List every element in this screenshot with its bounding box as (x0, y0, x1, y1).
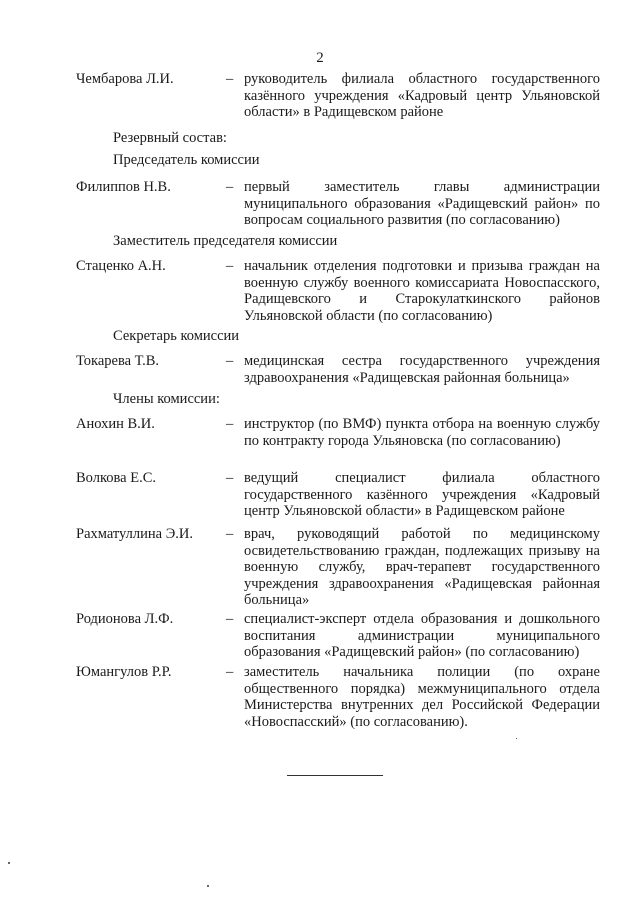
page-number: 2 (316, 50, 324, 66)
dash-separator: – (226, 416, 234, 432)
member-name: Токарева Т.В. (76, 353, 160, 369)
member-name: Юмангулов Р.Р. (76, 664, 172, 680)
member-position: руководитель филиала областного государственного казённого учреждения «Кадровый центр Ульяновской области» в Радищевском районе (244, 71, 600, 120)
member-position: начальник отделения подготовки и призыва граждан на военную службу военного комиссариата Новоспасского, Радищевского и Старокулаткинского районов Ульяновской области (по согласованию) (244, 258, 600, 324)
members-heading: Члены комиссии: (113, 391, 220, 407)
dash-separator: – (226, 71, 234, 87)
dash-separator: – (226, 526, 234, 542)
dash-separator: – (226, 664, 234, 680)
dash-separator: – (226, 258, 234, 274)
member-name: Филиппов Н.В. (76, 179, 171, 195)
reserve-title: Резервный состав: (113, 130, 227, 146)
scan-speck (8, 862, 10, 864)
member-position: заместитель начальника полиции (по охране общественного порядка) межмуниципального отдела Министерства внутренних дел Российской Федерации «Новоспасский» (по согласованию). (244, 664, 600, 730)
chairman-heading: Председатель комиссии (113, 152, 260, 168)
scan-speck (516, 738, 517, 739)
member-position: инструктор (по ВМФ) пункта отбора на военную службу по контракту города Ульяновска (по согласованию) (244, 416, 600, 449)
member-position: ведущий специалист филиала областного государственного казённого учреждения «Кадровый центр Ульяновской области» в Радищевском районе (244, 470, 600, 519)
deputy-heading: Заместитель председателя комиссии (113, 233, 338, 249)
member-name: Волкова Е.С. (76, 470, 157, 486)
dash-separator: – (226, 353, 234, 369)
member-name: Родионова Л.Ф. (76, 611, 174, 627)
member-name: Чембарова Л.И. (76, 71, 174, 87)
dash-separator: – (226, 179, 234, 195)
dash-separator: – (226, 470, 234, 486)
closing-rule (287, 775, 383, 776)
member-name: Стаценко А.Н. (76, 258, 166, 274)
scan-speck (207, 885, 209, 887)
member-position: медицинская сестра государственного учреждения здравоохранения «Радищевская районная больница» (244, 353, 600, 386)
dash-separator: – (226, 611, 234, 627)
secretary-heading: Секретарь комиссии (113, 328, 240, 344)
member-position: врач, руководящий работой по медицинскому освидетельствованию граждан, подлежащих призыву на военную службу, врач-терапевт государственного учреждения здравоохранения «Радищевская районная больница» (244, 526, 600, 608)
member-name: Рахматуллина Э.И. (76, 526, 193, 542)
member-position: первый заместитель главы администрации муниципального образования «Радищевский район» по вопросам социального развития (по согласованию) (244, 179, 600, 228)
member-name: Анохин В.И. (76, 416, 155, 432)
member-position: специалист-эксперт отдела образования и дошкольного воспитания администрации муниципального образования «Радищевский район» (по согласованию) (244, 611, 600, 660)
